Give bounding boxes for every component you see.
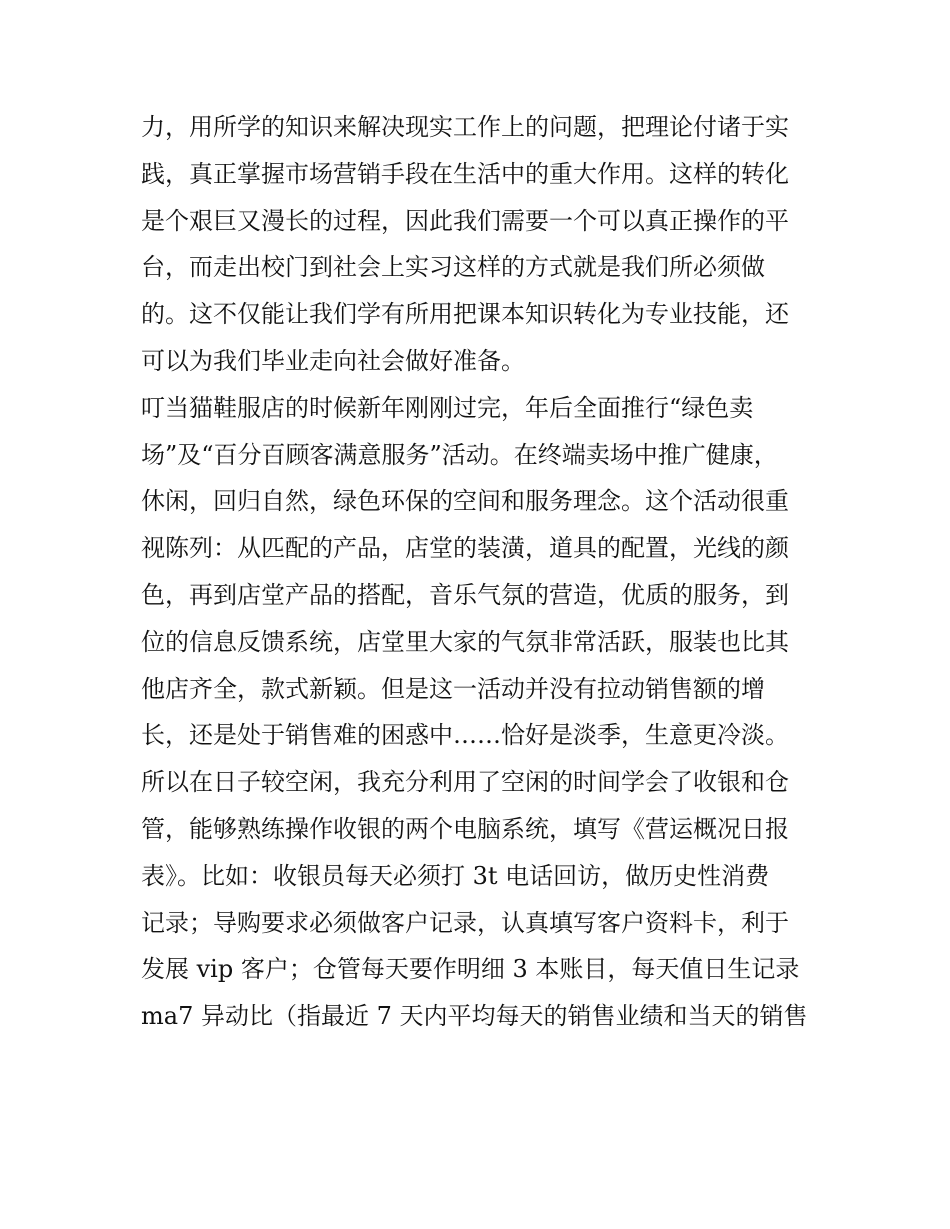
text-line: 发展 vip 客户；仓管每天要作明细 3 本账目，每天值日生记录 [141,955,800,984]
text-line: 色，再到店堂产品的搭配，音乐气氛的营造，优质的服务，到 [141,580,789,609]
text-line: 可以为我们毕业走向社会做好准备。 [141,346,525,375]
text-line: 所以在日子较空闲，我充分利用了空闲的时间学会了收银和仓 [141,768,789,797]
text-line: 叮当猫鞋服店的时候新年刚刚过完，年后全面推行“绿色卖 [141,393,754,422]
text-line: 力，用所学的知识来解决现实工作上的问题，把理论付诸于实 [141,113,789,141]
text-line: 休闲，回归自然，绿色环保的空间和服务理念。这个活动很重 [141,487,789,516]
text-line: 他店齐全，款式新颖。但是这一活动并没有拉动销售额的增 [141,674,765,703]
text-line: 表》。比如：收银员每天必须打 3t 电话回访，做历史性消费 [141,861,770,890]
text-line: 视陈列：从匹配的产品，店堂的装潢，道具的配置，光线的颜 [141,534,789,563]
text-line: 位的信息反馈系统，店堂里大家的气氛非常活跃，服装也比其 [141,627,789,656]
text-line: 管，能够熟练操作收银的两个电脑系统，填写《营运概况日报 [141,814,789,843]
text-line: ma7 异动比（指最近 7 天内平均每天的销售业绩和当天的销售 [141,1002,808,1031]
text-line: 台，而走出校门到社会上实习这样的方式就是我们所必须做 [141,253,765,282]
text-line: 场”及“百分百顾客满意服务”活动。在终端卖场中推广健康， [141,440,778,469]
text-line: 是个艰巨又漫长的过程，因此我们需要一个可以真正操作的平 [141,206,789,235]
text-line: 的。这不仅能让我们学有所用把课本知识转化为专业技能，还 [141,300,789,329]
text-line: 记录；导购要求必须做客户记录，认真填写客户资料卡，利于 [141,908,789,937]
body-text [141,104,821,1040]
text-line: 长，还是处于销售难的困惑中……恰好是淡季，生意更冷淡。 [141,721,789,750]
text-line: 践，真正掌握市场营销手段在生活中的重大作用。这样的转化 [141,159,789,188]
